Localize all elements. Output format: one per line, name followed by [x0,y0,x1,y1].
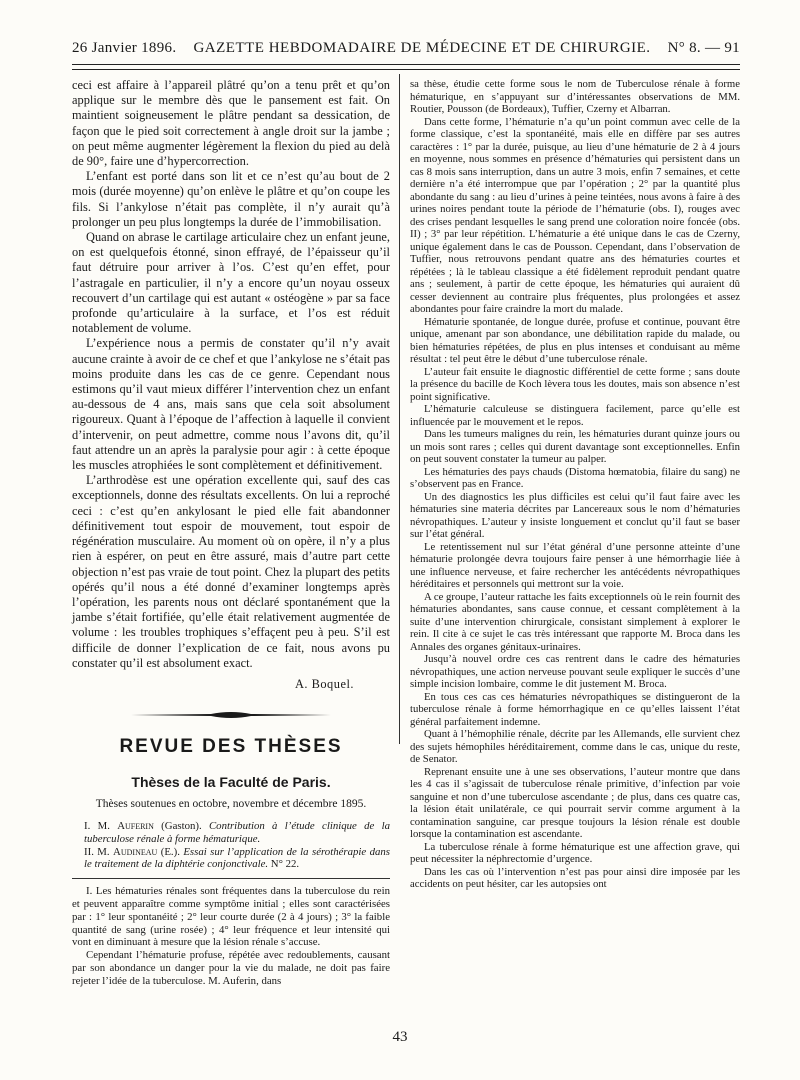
article-body-left [72,78,390,671]
paragraph: sa thèse, étudie cette forme sous le nom de Tuberculose rénale à forme hématurique, en s’appuyant sur d’intéressantes observations de MM. Routier, Pousson (de Bordeaux), Tuffier, Czerny et Albarran. [410,78,740,115]
ornamental-rule [131,710,331,720]
right-column [410,78,740,891]
header-journal-title: GAZETTE HEBDOMADAIRE DE MÉDECINE ET DE CHIRURGIE. [193,40,651,56]
paragraph: Dans cette forme, l’hématurie n’a qu’un point commun avec celle de la forme classique, c’est la spontanéité, mais elle en diffère par ses autres caractères : 1° par la durée, puisque, au lieu d’une hématurie de 2 à 4 jours en moyenne, nous sommes en présence d’hématuries qui persistent dans un cas 8 mois sans interruption, dans un autre 3 mois, enfin 7 semaines, et cette dernière n’a été interrompue que par l’opération ; 2° par la quantité plus abondante du sang : au lieu d’urines à peine teintées, nous avons à faire à des urines noires pendant toute la période de l’hématurie (obs. I), rouges avec des crises pendant lesquelles le sang prend une coloration noire foncée (obs. II) ; 3° par leur répétition. L’hématurie a été unique dans le cas de Czerny, unique également dans le cas de Pousson. Cependant, dans l’observation de Tuffier, nous retrouvons pendant quatre ans des hématuries courtes et répétées ; là le tableau classique a été fidèlement reproduit pendant quatre ans ; seulement, à partir de cette époque, les hématuries qui auraient dû cesser deviennent au contraire plus fréquentes, plus prolongées et assez abondantes pour faire craindre la mort du malade. [410,115,741,315]
paragraph: Reprenant ensuite une à une ses observations, l’auteur montre que dans les 4 cas il s’agissait de tuberculose rénale primitive, d’infection par voie sanguine et non d’une tuberculose ascendante ; de plus, dans ces quatre cas, la lésion était unilatérale, ce qui pourrait servir comme argument à la contamination sanguine, car presque toujours la lésion rénale est double lorsque la contamination est ascendante. [410,765,740,840]
paragraph: En tous ces cas ces hématuries névropathiques se distingueront de la tuberculose rénale à forme hémorrhagique en ce qu’elles laissent l’état général parfaitement indemne. [410,690,740,728]
paragraph: L’enfant est porté dans son lit et ce n’est qu’au bout de 2 mois (durée moyenne) qu’on enlève le plâtre et qu’on coupe les fils. Si l’ankylose n’était pas complète, il n’y aurait qu’à prolonger un peu plus longtemps la durée de l’immobilisation. [72,169,390,229]
paragraph: Dans les tumeurs malignes du rein, les hématuries durant quinze jours ou un mois sont rares ; celles qui durent davantage sont exceptionnelles. Enfin on peut souvent constater la tumeur au palper. [410,428,740,465]
running-header [72,40,740,62]
header-issue-number: N° 8. — 91 [667,40,740,56]
subsection-title: Thèses de la Faculté de Paris. [131,773,331,790]
paragraph: I. Les hématuries rénales sont fréquentes dans la tuberculose du rein et peuvent apparaître comme symptôme initial ; elles sont caractérisées par : 1° leur spontanéité ; 2° leur courte durée (2 à 4 jours) ; 3° la faible quantité de sang (urine rosée) ; 4° leur fréquence et leur intensité qui vont en diminuant à mesure que la lésion rénale s’accuse. [72,885,390,949]
left-column [72,78,390,987]
paragraph: L’arthrodèse est une opération excellente qui, sauf des cas exceptionnels, donne des résultats excellents. On lui a reproché ceci : c’est qu’en ankylosant le pied elle fait abandonner définitivement tout espoir de mouvement, tout espoir de régénération musculaire. Au moment où on opère, il n’y a plus rien à espérer, on peut en être assuré, mais d’autre part cette objection n’est pas vraie de tout point. Chez la plupart des petits opérés qu’il nous a été donné d’examiner longtemps après l’opération, les parents nous ont déclaré spontanément que la jambe s’était fortifiée, qu’elle était relativement augmentée de volume : les troubles trophiques s’effaçent peu à peu. S’il est difficile de donner l’explication de ce fait, nous avons pu constater qu’il est absolument exact. [72,473,390,670]
paragraph: Le retentissement nul sur l’état général d’une personne atteinte d’une hématurie prolongée devra toujours faire penser à une hémorrhagie liée à une influence nerveuse, et faire rechercher les antécédents névropathiques héréditaires et personnels qui mettront sur la voie. [410,540,740,590]
page-number: 43 [392,1029,408,1045]
paragraph: L’hématurie calculeuse se distinguera facilement, parce qu’elle est influencée par le mouvement et le repos. [410,403,740,428]
subsection-dates: Thèses soutenues en octobre, novembre et décembre 1895. [95,797,367,810]
thesis-author: Audineau [113,845,158,858]
thesis-title: Essai sur l’application de la sérothérapie dans le traitement de la diphtérie conjonctivale. [84,845,390,871]
header-rule [72,64,740,70]
paragraph: Quant à l’hémophilie rénale, décrite par les Allemands, elle survient chez des sujets hémophiles héréditairement, comme dans le cas, unique du reste, de Senator. [410,728,740,765]
paragraph: Hématurie spontanée, de longue durée, profuse et continue, pouvant être unique, amenant par son abondance, une débilitation rapide du malade, ou bien hématuries répétées, de plus en plus intenses et conduisant au même résultat : tel peut être le début d’une tuberculose rénale. [410,315,740,365]
paragraph: A ce groupe, l’auteur rattache les faits exceptionnels où le rein fournit des hématuries abondantes, sans cause connue, et cessant complètement à la suite d’une intervention chirurgicale, consistant simplement à explorer le rein. Il cite à ce sujet le cas très intéressant que rapporte M. Broca dans les Annales des organes génitaux-urinaires. [410,590,740,653]
column-divider [399,74,400,744]
thesis-title: Contribution à l’étude clinique de la tuberculose rénale à forme hématurique. [84,819,390,845]
paragraph: La tuberculose rénale à forme hématurique est une affection grave, qui peut nécessiter la néphrectomie d’urgence. [410,840,740,865]
paragraph: Quand on abrase le cartilage articulaire chez un enfant jeune, on est quelquefois étonné, sinon effrayé, de l’épaisseur qu’il faut détruire pour arriver à l’os. C’est qu’en effet, pour l’astragale en particulier, il n’y a encore qu’un noyau osseux recouvert d’un cartilage qui est autant « ostéogène » par sa face profonde qu’articulaire à la surface, et l’os est réduit notablement de volume. [72,230,390,336]
paragraph: Dans les cas où l’intervention n’est pas pour ainsi dire imposée par les accidents on peut hésiter, car les autopsies ont [410,865,740,890]
section-title: REVUE DES THÈSES [119,735,343,757]
thesis-summary [72,885,390,987]
paragraph: Les hématuries des pays chauds (Distoma hœmatobia, filaire du sang) ne s’observent pas en France. [410,465,740,490]
paragraph: Cependant l’hématurie profuse, répétée avec redoublements, causant par son abondance un danger pour la vie du malade, ne doit pas faire rejeter l’idée de la tuberculose. M. Auferin, dans [72,949,390,987]
paragraph: Jusqu’à nouvel ordre ces cas rentrent dans le cadre des hématuries névropathiques, une action nerveuse pouvant seule expliquer le succès d’une simple incision lombaire, comme le dit justement M. Broca. [410,653,740,690]
author-signature: A. Boquel. [294,676,354,691]
header-date: 26 Janvier 1896. [72,40,177,56]
divider [72,878,390,879]
paragraph: ceci est affaire à l’appareil plâtré qu’on a tenu prêt et qu’on applique sur le membre dès que le pansement est fait. On maintient soigneusement le plâtre pendant sa dessication, de façon que le pied soit correctement à angle droit sur la jambe ; on peut même augmenter légèrement la flexion du pied au delà de 90°, faire une d’hypercorrection. [72,78,390,169]
paragraph: Un des diagnostics les plus difficiles est celui qu’il faut faire avec les hématuries sine materia décrites par Lancereaux sous le nom d’hématuries névropathiques. L’auteur y insiste longuement et conclut qu’il faut se baser sur l’état général. [410,490,740,540]
paragraph: L’expérience nous a permis de constater qu’il n’y avait aucune crainte à avoir de ce chef et que l’ankylose ne s’était pas moins produite dans les cas de ce genre. Cependant nous estimons qu’il vaut mieux différer l’intervention chez un enfant au-dessous de 4 ans, mais sans que cela soit absolument rigoureux. Quant à l’époque de l’affection à laquelle il convient d’intervenir, on peut admettre, comme nous l’avons dit, qu’il faut attendre un an après la paralysie pour agir : à cette époque les muscles atrophiées le sont complètement et définitivement. [72,336,390,473]
paragraph: L’auteur fait ensuite le diagnostic différentiel de cette forme ; sans doute la présence du bacille de Koch lèvera tous les doutes, mais son absence n’est point significative. [410,365,740,403]
thesis-reference: I. M. Auferin (Gaston). Contribution à l’étude clinique de la tuberculose rénale à forme hématurique. [84,819,390,845]
thesis-reference: II. M. Audineau (E.). Essai sur l’application de la sérothérapie dans le traitement de la diphtérie conjonctivale. N° 22. [84,845,390,871]
article-body-right [410,78,740,891]
thesis-author: Auferin [117,819,154,832]
thesis-references [72,820,390,871]
